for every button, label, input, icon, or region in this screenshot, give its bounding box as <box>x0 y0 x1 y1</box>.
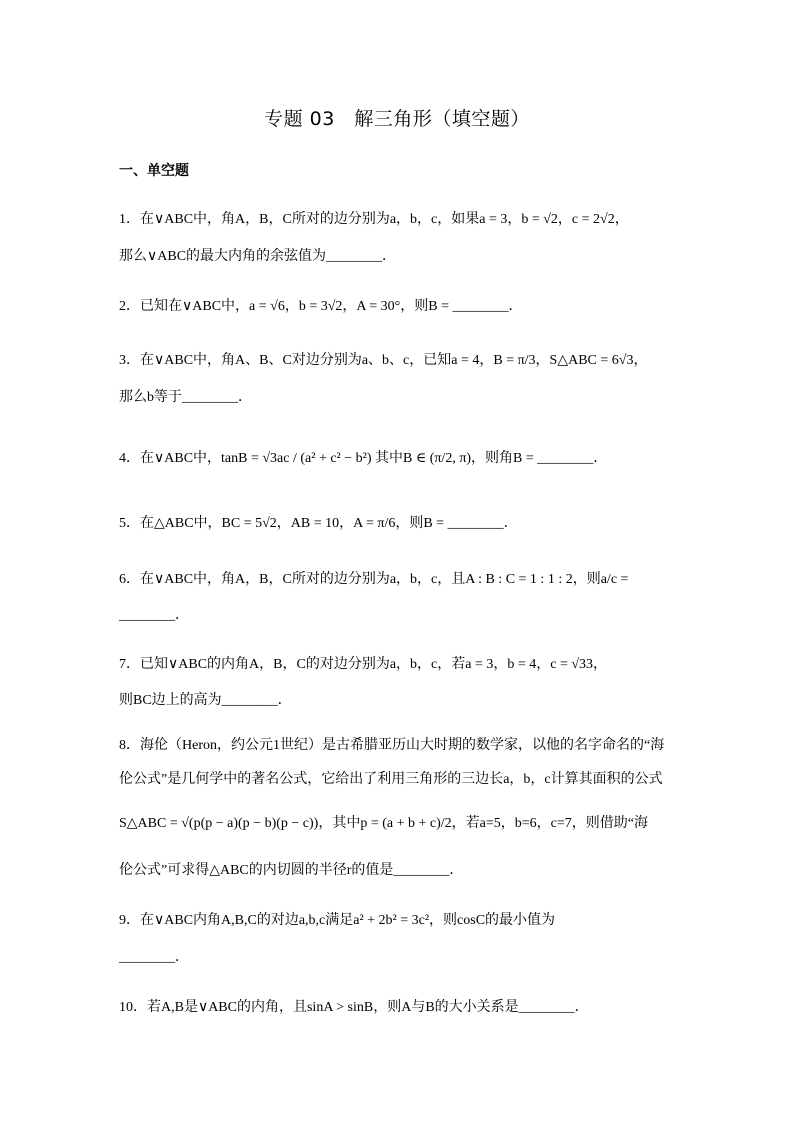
question-8-line-1: 8．海伦（Heron，约公元1世纪）是古希腊亚历山大时期的数学家，以他的名字命名的“海 <box>119 738 665 753</box>
question-6-line-1: 6．在∨ABC中，角A，B，C所对的边分别为a，b，c，且A : B : C = 1 : 1 : 2，则a/c = <box>119 572 629 587</box>
question-8-line-3: S△ABC = √(p(p − a)(p − b)(p − c))，其中p = (a + b + c)/2，若a=5，b=6，c=7，则借助“海 <box>119 816 648 831</box>
question-7-line-1: 7．已知∨ABC的内角A，B，C的对边分别为a，b，c，若a = 3，b = 4，c = √33， <box>119 657 608 672</box>
page-title: 专题 03 解三角形（填空题） <box>264 108 530 130</box>
question-3-line-1: 3．在∨ABC中，角A、B、C对边分别为a、b、c，已知a = 4，B = π/3，S△ABC = 6√3， <box>119 353 648 368</box>
question-7-line-2: 则BC边上的高为________． <box>119 693 292 708</box>
question-10-line-1: 10．若A,B是∨ABC的内角，且sinA > sinB，则A与B的大小关系是________． <box>119 1000 589 1015</box>
question-5-line-1: 5．在△ABC中，BC = 5√2，AB = 10，A = π/6，则B = ________． <box>119 516 518 531</box>
section-heading: 一、单空题 <box>119 163 189 179</box>
question-1-line-1: 1．在∨ABC中，角A，B，C所对的边分别为a，b，c，如果a = 3，b = √2，c = 2√2， <box>119 212 629 227</box>
question-8-line-4: 伦公式”可求得△ABC的内切圆的半径r的值是________． <box>119 863 464 878</box>
question-1-line-2: 那么∨ABC的最大内角的余弦值为________． <box>119 249 397 264</box>
question-8-line-2: 伦公式”是几何学中的著名公式，它给出了利用三角形的三边长a，b，c计算其面积的公式 <box>119 772 663 787</box>
question-6-line-2: ________． <box>119 608 189 623</box>
question-9-line-2: ________． <box>119 950 189 965</box>
question-9-line-1: 9．在∨ABC内角A,B,C的对边a,b,c满足a² + 2b² = 3c²，则cosC的最小值为 <box>119 913 556 928</box>
question-4-line-1: 4．在∨ABC中，tanB = √3ac / (a² + c² − b²) 其中B ∈ (π/2, π)，则角B = ________． <box>119 451 608 466</box>
question-2-line-1: 2．已知在∨ABC中，a = √6，b = 3√2，A = 30°，则B = ________． <box>119 299 523 314</box>
question-3-line-2: 那么b等于________． <box>119 390 252 405</box>
